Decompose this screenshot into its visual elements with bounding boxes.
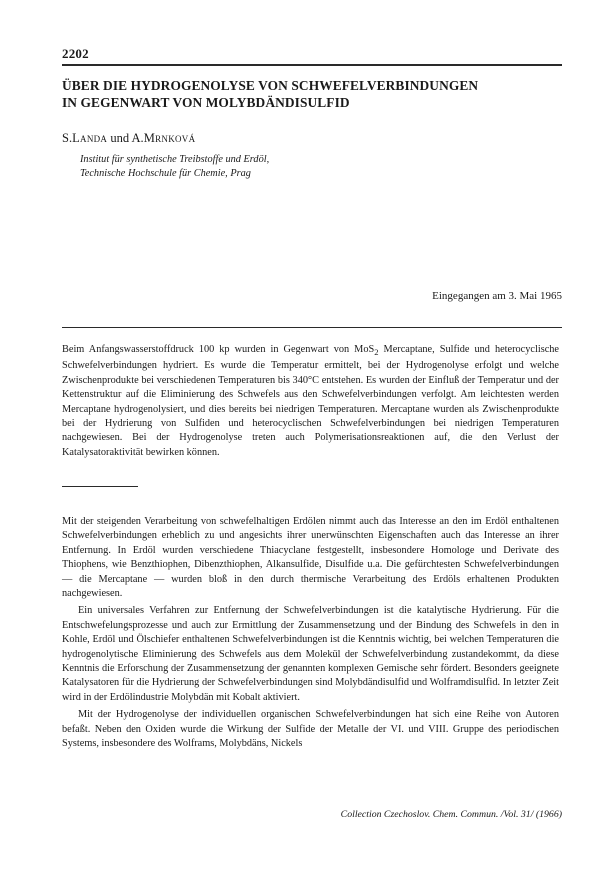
abstract-text-2: Mercaptane, Sulfide und heterocyclische Schwefelverbindungen hydriert. Es wurde die Temperatur ermittelt, bei der Hydrogenolyse erfolgt und welche Zwischenprodukte bei verschiedenen Temperaturen bis 340°C entstehen. Es wurden der Einfluß der Temperatur und der Kettenstruktur auf die Eliminierung des Schwefels aus den Schwefelverbindungen verfolgt. Am leichtesten werden Mercaptane hydrogenolysiert, und dies bereits bei niedrigen Temperaturen. Mercaptane wurden als Zwischenprodukte bei der Hydrierung von Sulfiden und heterocyclischen Schwefelverbindungen bei niedrigen Temperaturen nachgewiesen. Bei der Hydrogenolyse treten auch Polymerisationsreaktionen auf, die den Verlust der Katalysatoraktivität bewirken können. — [62, 344, 559, 458]
author-1-surname: Landa — [72, 131, 108, 145]
affiliation-line-2: Technische Hochschule für Chemie, Prag — [80, 168, 251, 179]
abstract-rule — [62, 327, 562, 328]
affiliation-line-1: Institut für synthetische Treibstoffe und Erdöl, — [80, 154, 270, 165]
separator-rule — [62, 486, 138, 487]
body-text — [62, 515, 559, 752]
authors — [62, 131, 195, 146]
article-title — [62, 77, 562, 111]
journal-footer: Collection Czechoslov. Chem. Commun. /Vol. 31/ (1966) — [340, 809, 562, 820]
body-paragraph-1: Mit der steigenden Verarbeitung von schwefelhaltigen Erdölen nimmt auch das Interesse an den im Erdöl enthaltenen Schwefelverbindungen erheblich zu und angesichts ihrer unerwünschten Eigenschaften auch das Interesse an ihrer Entfernung. In Erdöl wurden verschiedene Thiacyclane festgestellt, insbesondere Homologe und Derivate des Thiophens, wie Benzthiophen, Dibenzthiophen, Alkansulfide, Disulfide u.a. Die gefürchtesten Schwefelverbindungen — die Mercaptane — wurden bloß in den durch thermische Verarbeitung des Erdöls erhaltenen Produkten nachgewiesen. — [62, 516, 559, 600]
abstract-subscript: 2 — [374, 347, 379, 358]
abstract-text-1: Beim Anfangswasserstoffdruck 100 kp wurden in Gegenwart von MoS — [62, 344, 375, 355]
title-line-1: ÜBER DIE HYDROGENOLYSE VON SCHWEFELVERBINDUNGEN — [62, 78, 479, 93]
author-2-surname: Mrnková — [143, 131, 196, 145]
body-paragraph-3: Mit der Hydrogenolyse der individuellen organischen Schwefelverbindungen hat sich eine Reihe von Autoren befaßt. Neben den Oxiden wurde die Wirkung der Sulfide der Metalle der VI. und VIII. Gruppe des periodischen Systems, insbesondere des Wolframs, Molybdäns, Nickels — [62, 709, 559, 750]
body-paragraph-2: Ein universales Verfahren zur Entfernung der Schwefelverbindungen ist die katalytische Hydrierung. Für die Entschwefelungsprozesse und auch zur Ermittlung der Zusammensetzung und der Bindung des Schwefels in den in Kohle, Erdöl und Ölschiefer enthaltenen Schwefelverbindungen ist die Kenntnis wichtig, bei welchen Temperaturen die hydrogenolytische Eliminierung des Schwefels aus dem Molekül der Schwefelverbindung zustandekommt, da diese Kenntnis die Erforschung der Zusammensetzung der genannten komplexen Gemische sehr fördert. Besonders geeignete Katalysatoren für die Hydrierung der Schwefelverbindungen sind Molybdändisulfid und Wolframdisulfid. In letzter Zeit wird in der Erdölindustrie Molybdän mit Kobalt aktiviert. — [62, 605, 559, 703]
title-line-2: IN GEGENWART VON MOLYBDÄNDISULFID — [62, 95, 350, 110]
abstract — [62, 343, 559, 460]
page-number: 2202 — [62, 46, 89, 61]
author-1-initial: S. — [62, 131, 73, 145]
received-date: Eingegangen am 3. Mai 1965 — [432, 290, 562, 302]
author-conjunction: und — [107, 131, 132, 145]
author-2-initial: A. — [131, 131, 144, 145]
affiliation — [80, 153, 269, 181]
top-rule — [62, 64, 562, 66]
